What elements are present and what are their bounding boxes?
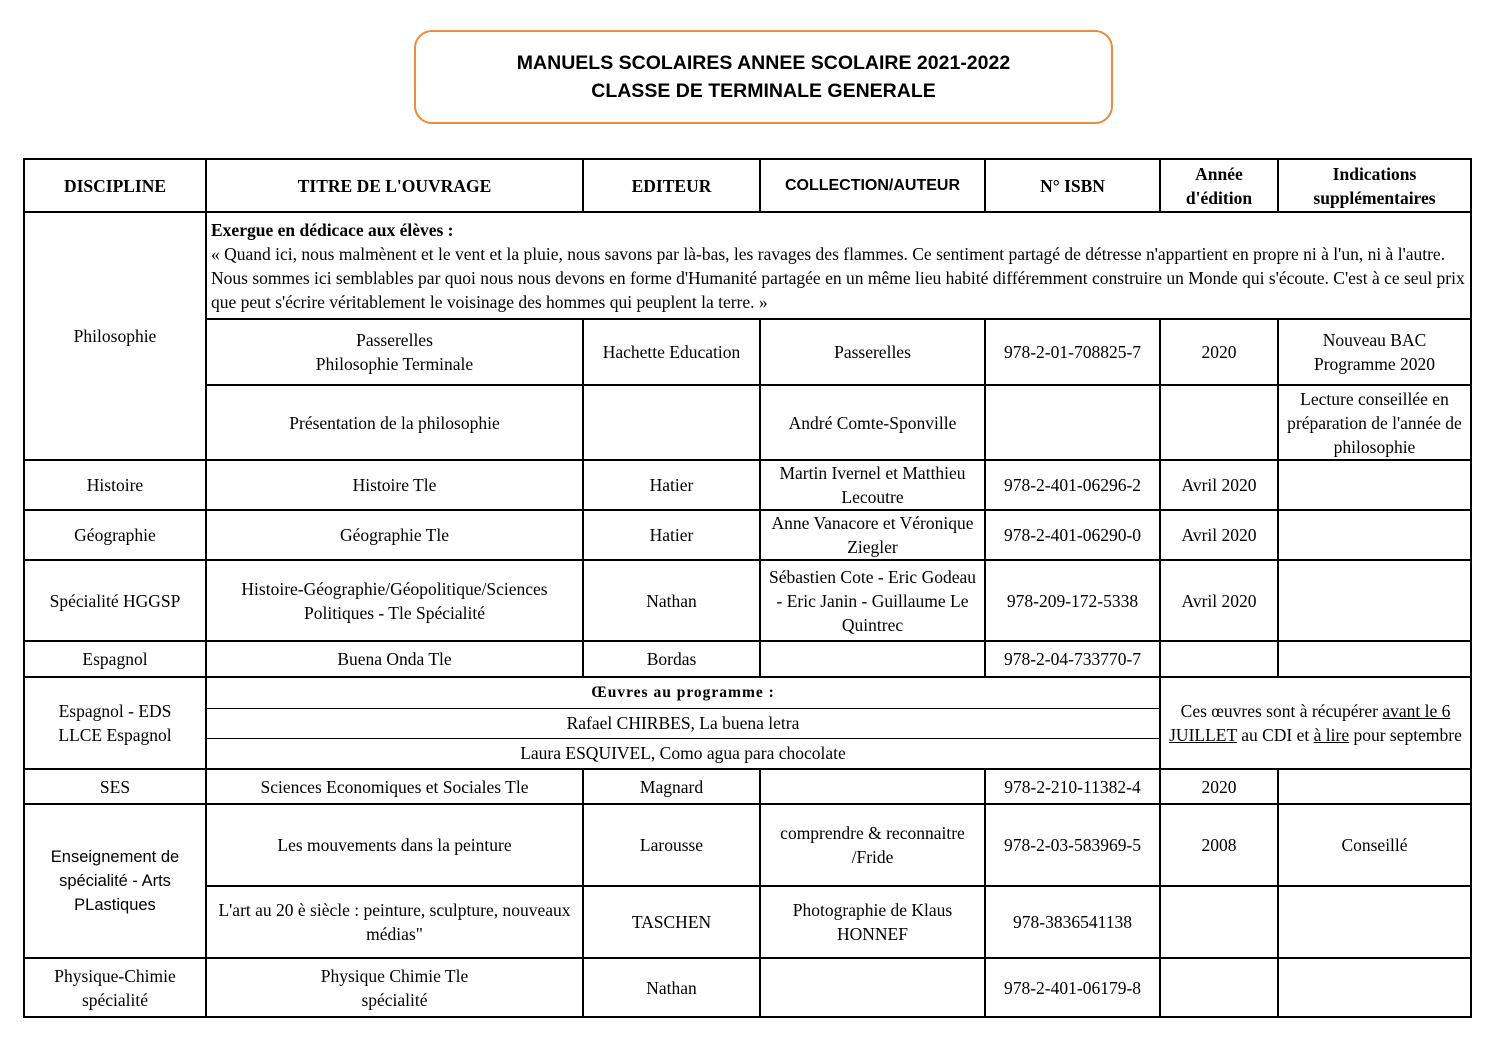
annee-cell: 2008 [1160, 804, 1278, 886]
table-row [24, 510, 1471, 560]
annee-cell: Avril 2020 [1160, 510, 1278, 560]
col-titre: TITRE DE L'OUVRAGE [206, 159, 583, 212]
discipline-physique: Physique-Chimie spécialité [24, 958, 206, 1017]
isbn-cell: 978-2-210-11382-4 [985, 769, 1160, 804]
isbn-cell: 978-209-172-5338 [985, 560, 1160, 641]
collection-cell [760, 641, 985, 677]
collection-cell: Photographie de Klaus HONNEF [760, 886, 985, 958]
annee-cell: Avril 2020 [1160, 460, 1278, 510]
editeur-cell: Hachette Education [583, 319, 760, 385]
indications-cell [1278, 510, 1471, 560]
indications-cell [1278, 769, 1471, 804]
isbn-cell: 978-2-401-06296-2 [985, 460, 1160, 510]
col-indications: Indications supplémentaires [1278, 159, 1471, 212]
editeur-cell: Nathan [583, 958, 760, 1017]
discipline-geographie: Géographie [24, 510, 206, 560]
collection-cell: comprendre & reconnaitre /Fride [760, 804, 985, 886]
col-annee: Année d'édition [1160, 159, 1278, 212]
oeuvre-1: Rafael CHIRBES, La buena letra [206, 708, 1160, 738]
llce-note: Ces œuvres sont à récupérer avant le 6 JUILLET au CDI et à lire pour septembre [1160, 677, 1471, 769]
col-discipline: DISCIPLINE [24, 159, 206, 212]
oeuvre-2: Laura ESQUIVEL, Como agua para chocolate [206, 738, 1160, 769]
indications-cell [1278, 958, 1471, 1017]
annee-cell: 2020 [1160, 319, 1278, 385]
discipline-espagnol: Espagnol [24, 641, 206, 677]
titre-cell: Buena Onda Tle [206, 641, 583, 677]
isbn-cell: 978-2-01-708825-7 [985, 319, 1160, 385]
oeuvres-title: Œuvres au programme : [206, 677, 1160, 708]
isbn-cell: 978-2-401-06179-8 [985, 958, 1160, 1017]
collection-cell [760, 958, 985, 1017]
table-row [24, 385, 1471, 460]
indications-cell: Conseillé [1278, 804, 1471, 886]
editeur-cell [583, 385, 760, 460]
annee-cell: 2020 [1160, 769, 1278, 804]
indications-cell [1278, 560, 1471, 641]
titre-cell: Géographie Tle [206, 510, 583, 560]
editeur-cell: Nathan [583, 560, 760, 641]
isbn-cell: 978-2-04-733770-7 [985, 641, 1160, 677]
exergue-text: « Quand ici, nous malmènent et le vent et la pluie, nous savons par là-bas, les ravages des flammes. Ce sentiment partagé de détresse n'appartient en propre ni à l'un, ni à l'autre. Nous sommes ici semblables par quoi nous nous devons en forme d'Humanité partagée en un même lieu habité différemment construire un Monde qui s'écoute. C'est à ce seul prix que peut s'écrire véritablement le voisinage des hommes qui peuplent la terre. » [211, 243, 1465, 312]
titre-cell: Passerelles Philosophie Terminale [206, 319, 583, 385]
titre-cell: Sciences Economiques et Sociales Tle [206, 769, 583, 804]
col-editeur: EDITEUR [583, 159, 760, 212]
discipline-histoire: Histoire [24, 460, 206, 510]
isbn-cell [985, 385, 1160, 460]
editeur-cell: Magnard [583, 769, 760, 804]
table-row [24, 560, 1471, 641]
exergue-cell [206, 212, 1471, 319]
table-row [24, 212, 1471, 319]
annee-cell [1160, 385, 1278, 460]
indications-cell: Nouveau BAC Programme 2020 [1278, 319, 1471, 385]
discipline-hggsp: Spécialité HGGSP [24, 560, 206, 641]
indications-cell: Lecture conseillée en préparation de l'année de philosophie [1278, 385, 1471, 460]
table-row [24, 886, 1471, 958]
discipline-philosophie: Philosophie [24, 212, 206, 460]
annee-cell: Avril 2020 [1160, 560, 1278, 641]
col-collection: COLLECTION/AUTEUR [760, 159, 985, 212]
document-title-box [414, 30, 1113, 124]
annee-cell [1160, 958, 1278, 1017]
isbn-cell: 978-2-03-583969-5 [985, 804, 1160, 886]
table-row [24, 769, 1471, 804]
indications-cell [1278, 460, 1471, 510]
titre-cell: Histoire-Géographie/Géopolitique/Sciences Politiques - Tle Spécialité [206, 560, 583, 641]
table-row [24, 804, 1471, 886]
titre-cell: Les mouvements dans la peinture [206, 804, 583, 886]
table-row [24, 641, 1471, 677]
collection-cell: André Comte-Sponville [760, 385, 985, 460]
editeur-cell: Bordas [583, 641, 760, 677]
titre-cell: L'art au 20 è siècle : peinture, sculpture, nouveaux médias" [206, 886, 583, 958]
annee-cell [1160, 641, 1278, 677]
collection-cell: Anne Vanacore et Véronique Ziegler [760, 510, 985, 560]
editeur-cell: Hatier [583, 460, 760, 510]
col-isbn: N° ISBN [985, 159, 1160, 212]
discipline-llce: Espagnol - EDS LLCE Espagnol [24, 677, 206, 769]
title-line-1: MANUELS SCOLAIRES ANNEE SCOLAIRE 2021-2022 [516, 52, 1011, 74]
table-row [24, 319, 1471, 385]
editeur-cell: TASCHEN [583, 886, 760, 958]
collection-cell: Passerelles [760, 319, 985, 385]
collection-cell: Sébastien Cote - Eric Godeau - Eric Janin - Guillaume Le Quintrec [760, 560, 985, 641]
table-row [24, 460, 1471, 510]
indications-cell [1278, 886, 1471, 958]
collection-cell: Martin Ivernel et Matthieu Lecoutre [760, 460, 985, 510]
annee-cell [1160, 886, 1278, 958]
table-row [24, 677, 1471, 708]
titre-cell: Physique Chimie Tle spécialité [206, 958, 583, 1017]
discipline-arts: Enseignement de spécialité - Arts PLastiques [24, 804, 206, 958]
indications-cell [1278, 641, 1471, 677]
collection-cell [760, 769, 985, 804]
isbn-cell: 978-3836541138 [985, 886, 1160, 958]
table-row [24, 958, 1471, 1017]
textbook-table [23, 158, 1472, 1018]
discipline-ses: SES [24, 769, 206, 804]
editeur-cell: Hatier [583, 510, 760, 560]
titre-cell: Histoire Tle [206, 460, 583, 510]
editeur-cell: Larousse [583, 804, 760, 886]
exergue-title: Exergue en dédicace aux élèves : [211, 219, 454, 240]
header-row [24, 159, 1471, 212]
isbn-cell: 978-2-401-06290-0 [985, 510, 1160, 560]
title-line-2: CLASSE DE TERMINALE GENERALE [591, 80, 936, 102]
titre-cell: Présentation de la philosophie [206, 385, 583, 460]
